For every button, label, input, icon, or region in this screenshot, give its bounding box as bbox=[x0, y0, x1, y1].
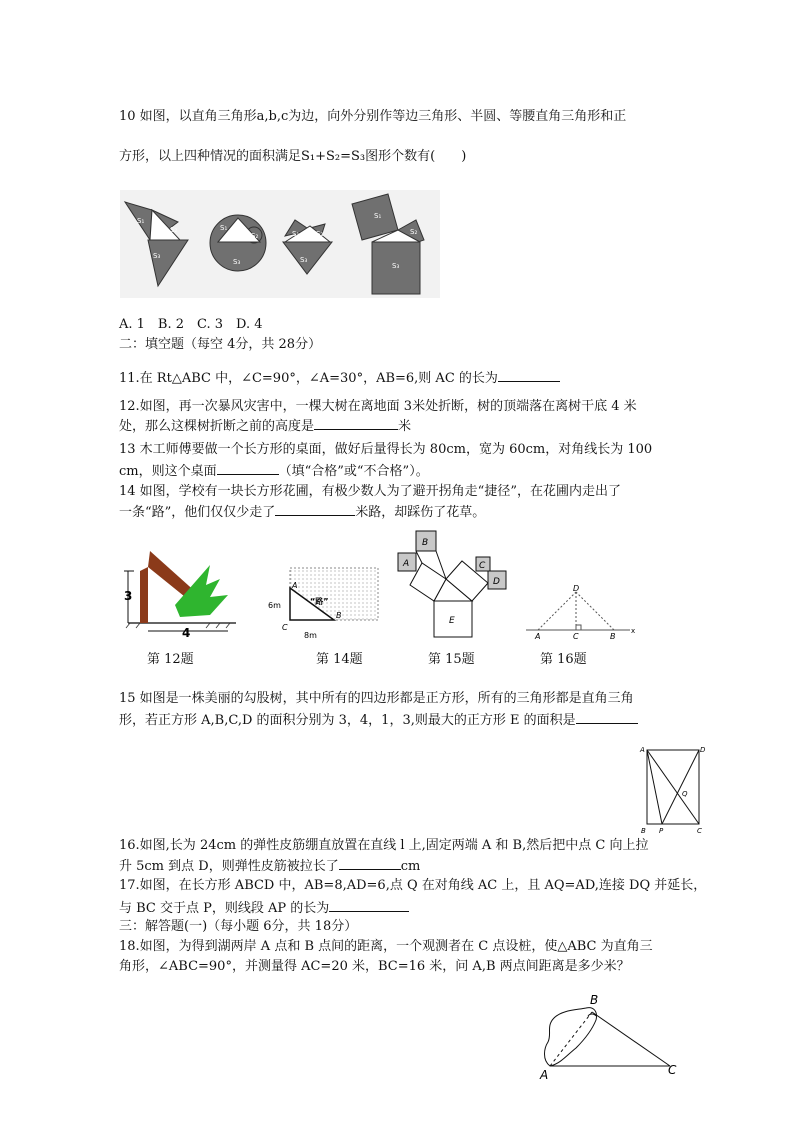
fig18-label-A: A bbox=[540, 1068, 549, 1082]
q15-line1: 15 如图是一株美丽的勾股树，其中所有的四边形都是正方形，所有的三角形都是直角三角 bbox=[119, 691, 634, 706]
fig17-label-A: A bbox=[640, 746, 645, 754]
fig18-lake bbox=[536, 990, 684, 1082]
fig15-label-B: B bbox=[422, 538, 429, 548]
svg-text:S₂: S₂ bbox=[316, 230, 324, 238]
q17-line2-text: 与 BC 交于点 P，则线段 AP 的长为 bbox=[119, 901, 330, 916]
fig15-label-C: C bbox=[479, 561, 486, 571]
fig12-broken-tree bbox=[120, 545, 240, 637]
q16-line1: 16.如图,长为 24cm 的弹性皮筋绷直放置在直线 l 上,固定两端 A 和 B,然后把中点 C 向上拉 bbox=[119, 838, 649, 853]
fig14-label-A: A bbox=[292, 581, 298, 590]
svg-text:S₃: S₃ bbox=[233, 258, 241, 266]
q17-answer-blank[interactable] bbox=[329, 898, 409, 912]
svg-text:S₁: S₁ bbox=[137, 217, 145, 225]
fig15-label-A: A bbox=[403, 559, 410, 569]
svg-text:S₂: S₂ bbox=[410, 228, 418, 236]
svg-text:S₁: S₁ bbox=[220, 224, 228, 232]
q13-line2a: cm，则这个桌面 bbox=[119, 464, 217, 479]
q16-line2b: cm bbox=[400, 859, 421, 874]
fig12-distance-label: 4 bbox=[182, 626, 191, 637]
q12-line2a: 处，那么这棵树折断之前的高度是 bbox=[119, 419, 315, 434]
svg-text:S₂: S₂ bbox=[170, 226, 178, 234]
q12-line2b: 米 bbox=[398, 419, 412, 434]
q13-line2 bbox=[119, 461, 429, 481]
fig17-label-Q: Q bbox=[682, 790, 688, 798]
section3-heading: 三：解答题(一)（每小题 6分，共 18分） bbox=[119, 919, 358, 934]
fig12-height-label: 3 bbox=[124, 589, 133, 603]
q11-text: 11.在 Rt△ABC 中，∠C=90°，∠A=30°，AB=6,则 AC 的长为 bbox=[119, 371, 498, 386]
q12-answer-blank[interactable] bbox=[314, 416, 398, 430]
fig15-label-D: D bbox=[493, 577, 500, 587]
fig15-pythagoras-tree bbox=[396, 527, 512, 639]
q10-options: A. 1 B. 2 C. 3 D. 4 bbox=[119, 317, 263, 332]
q18-line2: 角形，∠ABC=90°，并测量得 AC=20 米，BC=16 米，问 A,B 两点间距离是多少米？ bbox=[119, 959, 630, 974]
q16-line2a: 升 5cm 到点 D，则弹性皮筋被拉长了 bbox=[119, 859, 339, 874]
q10-figure bbox=[120, 190, 440, 298]
fig17-label-C: C bbox=[697, 827, 702, 834]
fig16-label-B: B bbox=[610, 632, 616, 641]
fig14-flowerbed bbox=[262, 566, 382, 642]
fig16-label-C: C bbox=[573, 632, 579, 641]
q18-line1: 18.如图，为得到湖两岸 A 点和 B 点间的距离，一个观测者在 C 点设桩，使△ABC 为直角三 bbox=[119, 939, 653, 954]
svg-text:S₃: S₃ bbox=[153, 252, 161, 260]
fig15-label-E: E bbox=[449, 616, 455, 626]
q17-line1: 17.如图，在长方形 ABCD 中，AB=8,AD=6,点 Q 在对角线 AC 上，且 AQ=AD,连接 DQ 并延长， bbox=[119, 878, 707, 893]
svg-text:S₃: S₃ bbox=[300, 256, 308, 264]
fig16-label-A: A bbox=[535, 632, 541, 641]
fig14-label-C: C bbox=[282, 623, 288, 632]
fig14-road-label: “路” bbox=[310, 597, 329, 606]
fig14-side-bc: 8m bbox=[304, 631, 317, 640]
q12-line2 bbox=[119, 416, 411, 436]
q11 bbox=[119, 368, 560, 388]
fig17-label-B: B bbox=[641, 827, 646, 834]
fig18-label-C: C bbox=[668, 1063, 677, 1077]
fig16-axis-x: x bbox=[631, 627, 636, 635]
q15-answer-blank[interactable] bbox=[576, 710, 638, 724]
q14-line2b: 米路，却踩伤了花草。 bbox=[355, 505, 486, 520]
svg-text:S₁: S₁ bbox=[292, 230, 300, 238]
q14-line2 bbox=[119, 502, 485, 522]
svg-text:S₃: S₃ bbox=[392, 262, 400, 270]
fig17-label-P: P bbox=[659, 827, 664, 834]
fig14-side-ac: 6m bbox=[268, 601, 281, 610]
q16-answer-blank[interactable] bbox=[339, 856, 401, 870]
q14-answer-blank[interactable] bbox=[275, 502, 355, 516]
fig16-elastic-band bbox=[522, 582, 640, 642]
section2-heading: 二：填空题（每空 4分，共 28分） bbox=[119, 337, 322, 352]
fig15-caption: 第 15题 bbox=[428, 652, 475, 667]
fig16-label-D: D bbox=[573, 584, 580, 593]
q17-line2 bbox=[119, 898, 409, 918]
fig14-label-B: B bbox=[336, 611, 342, 620]
q10-line1: 10 如图，以直角三角形a,b,c为边，向外分别作等边三角形、半圆、等腰直角三角形和正 bbox=[119, 109, 627, 124]
fig12-caption: 第 12题 bbox=[147, 652, 194, 667]
q12-line1: 12.如图，再一次暴风灾害中，一棵大树在离地面 3米处折断，树的顶端落在离树干底 4 米 bbox=[119, 399, 637, 414]
q14-line1: 14 如图，学校有一块长方形花圃，有极少数人为了避开拐角走“捷径”，在花圃内走出了 bbox=[119, 484, 621, 499]
q13-answer-blank[interactable] bbox=[217, 461, 279, 475]
svg-text:S₁: S₁ bbox=[374, 212, 382, 220]
q10-line2: 方形，以上四种情况的面积满足S₁+S₂=S₃图形个数有( ) bbox=[119, 149, 467, 164]
q16-line2 bbox=[119, 856, 420, 876]
fig18-label-B: B bbox=[590, 993, 599, 1007]
fig16-caption: 第 16题 bbox=[540, 652, 587, 667]
fig17-rectangle bbox=[637, 744, 709, 834]
q14-line2a: 一条“路”，他们仅仅少走了 bbox=[119, 505, 276, 520]
q13-line2b: （填“合格”或“不合格”）。 bbox=[278, 464, 429, 479]
svg-text:S₂: S₂ bbox=[251, 232, 259, 240]
q11-answer-blank[interactable] bbox=[498, 368, 560, 382]
fig17-label-D: D bbox=[700, 746, 706, 754]
fig14-caption: 第 14题 bbox=[316, 652, 363, 667]
q15-line2 bbox=[119, 710, 638, 730]
q13-line1: 13 木工师傅要做一个长方形的桌面，做好后量得长为 80cm，宽为 60cm，对角线长为 100 bbox=[119, 442, 653, 457]
q15-line2-text: 形，若正方形 A,B,C,D 的面积分别为 3，4，1，3,则最大的正方形 E 的面积是 bbox=[119, 713, 576, 728]
